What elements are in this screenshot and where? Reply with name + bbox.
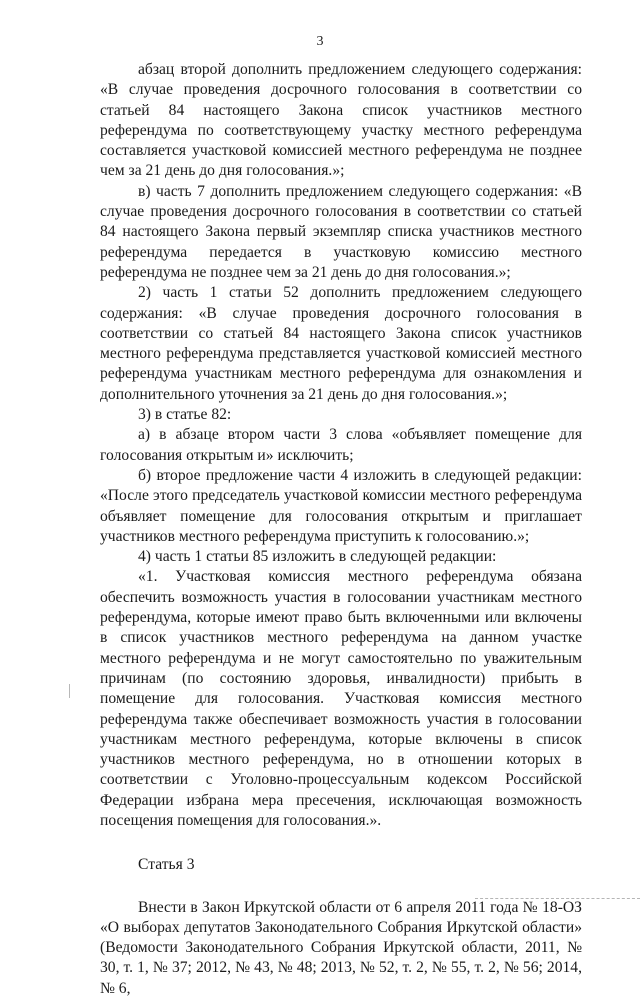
paragraph-article-85: 4) часть 1 статьи 85 изложить в следующей редакции: bbox=[138, 548, 497, 566]
margin-mark bbox=[69, 684, 70, 698]
paragraph-part-7: в) часть 7 дополнить предложением следующего содержания: «В случае проведения досрочного голосования в соответствии со статьей 84 настоящего Закона первый экземпляр списка участников местного референдума передается в участковую комиссию местного референдума не позднее чем за 21 день до дня голосования.»; bbox=[100, 182, 582, 281]
paragraph-part-4: б) второе предложение части 4 изложить в следующей редакции: «После этого председатель участковой комиссии местного референдума объявляет помещение для голосования открытым и приглашает участников местного референдума приступить к голосованию.»; bbox=[100, 466, 582, 545]
paragraph-article-85-text: «1. Участковая комиссия местного референдума обязана обеспечить возможность участия в голосовании участникам местного референдума, которые имеют право быть включенными или включены в список участников местного референдума на данном участке местного референдума и не могут самостоятельно по уважительным причинам (по состоянию здоровья, инвалидности) прибыть в помещение для голосования. Участковая комиссия местного референдума также обеспечивает возможность участия в голосовании участникам местного референдума, которые включены в список участников местного референдума, но в отношении которых в соответствии с Уголовно-процессуальным кодексом Российской Федерации избрана мера пресечения, исключающая возможность посещения помещения для голосования.». bbox=[100, 568, 582, 829]
page-number: 3 bbox=[316, 34, 324, 49]
paragraph-article-52: 2) часть 1 статьи 52 дополнить предложением следующего содержания: «В случае проведения досрочного голосования в соответствии со статьей 84 настоящего Закона список участников местного референдума представляется участковой комиссией местного референдума участникам местного референдума для ознакомления и дополнительного уточнения за 21 день до дня голосования.»; bbox=[100, 284, 582, 403]
article-3-heading: Статья 3 bbox=[138, 856, 195, 874]
paragraph-part-3: а) в абзаце втором части 3 слова «объявляет помещение для голосования открытым и» исключить; bbox=[100, 426, 582, 464]
scan-edge-line bbox=[475, 898, 640, 901]
article-3-paragraph: Внести в Закон Иркутской области от 6 апреля 2011 года № 18-ОЗ «О выборах депутатов Законодательного Собрания Иркутской области» (Ведомости Законодательного Собрания Иркутской области, 2011, № 30, т. 1, № 37; 2012, № 43, № 48; 2013, № 52, т. 2, № 55, т. 2, № 56; 2014, № 6, bbox=[100, 898, 582, 997]
paragraph-abzats-vtoroy: абзац второй дополнить предложением следующего содержания: «В случае проведения досрочного голосования в соответствии со статьей 84 настоящего Закона список участников местного референдума по соответствующему участку местного референдума составляется участковой комиссией местного референдума не позднее чем за 21 день до дня голосования.»; bbox=[100, 61, 582, 180]
document-body bbox=[100, 60, 582, 999]
paragraph-article-82: 3) в статье 82: bbox=[138, 406, 232, 424]
